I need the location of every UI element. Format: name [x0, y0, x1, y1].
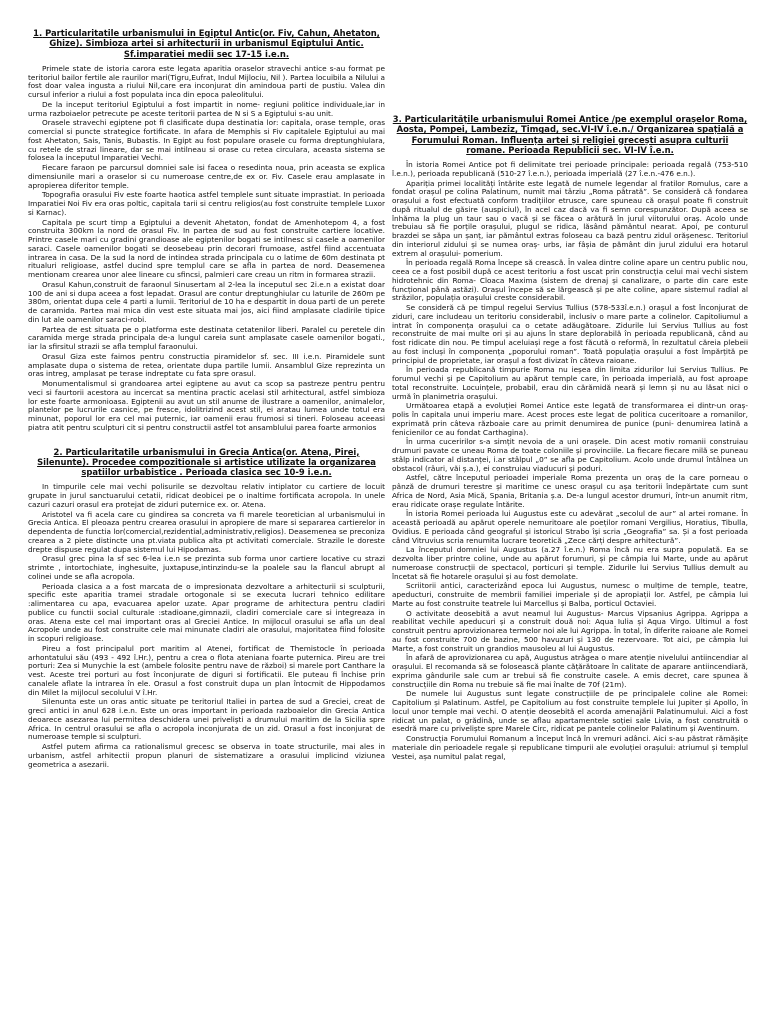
paragraph: Construcția Forumului Romanum a început încă în vremuri adânci. Aici s-au păstrat rămășițe materiale din perioadele regale și republicane timpurii ale evoluției orașului: atriumul și templul Vestei, așa numitul palat regal,	[392, 734, 748, 761]
paragraph: Orasul Kahun,construit de faraonul Sinusertam al 2-lea la inceputul sec 2i.e.n a existat doar 100 de ani si dupa aceea a fost lepadat. Orasul are contur dreptunghiular cu laturile de 260m pe 380m, orientat dupa cele 4 parti a lumii. Teritoriul de 10 ha e despartit in doua parti de un perete de caramida. Partea mai mica din vest este situata mai jos, aici fiind amplasate cladirile tipice din lut ale oamenilor saraci-robi.	[28, 279, 385, 324]
left-column	[28, 0, 385, 1024]
paragraph: Aristotel va fi acela care cu gindirea sa concreta va fi marele teoretician al urbanismului in Grecia Antica. El pleoaza pentru crearea orasului in apropiere de mare si separarea cartierelor in dependenta de functia lor(comercial,rezidential,administrativ,religios). Deasemenea se preconiza crearea a 2 piete distincte una pt.viata publica alta pt activitati comerciale. Strazile le doreste drepte dispuse regulat dupa sistemul lui Hipodamas.	[28, 509, 385, 554]
paragraph: Astfel putem afirma ca rationalismul grecesc se observa in toate structurile, mai ales in urbanism, astfel arhitectii propun planuri de sistematizare a orasului implicind viziunea geometrica a asezarii.	[28, 742, 385, 769]
paragraph: Primele state de istoria carora este legata aparitia oraselor stravechi antice s-au format pe teritoriul bailor fertile ale raurilor mari(Tigru,Eufrat, Indul Mijlociu, Nil ). Partea locuibila a Nilului a fost doar valea ingusta a riului Nil,care era inconjurat din amindoua parti de pustiu. Valea din cursul inferior a riului a fost populata inca din epoca paleolitului.	[28, 63, 385, 99]
paragraph: Următoarea etapă a evoluției Romei Antice este legată de transformarea ei dintr-un oraș-polis în capitala unui imperiu mare. Acest proces este legat de politica cuceritoare a romanilor, exprimată prin câteva războaie care au primit denumirea de punice (puni- denumirea latină a fenicienilor ce au fondat Carthagina).	[392, 401, 748, 437]
paragraph: În perioada regală Roma începe să crească. În valea dintre coline apare un centru public nou, ceea ce a fost posibil după ce acest teritoriu a fost uscat prin construcția celui mai vechi sistem hidrotehnic din Roma- Cloaca Maxima (sistem de drenaj și canalizare, o parte din care este funcțional până astăzi). Orașul începe să se lărgească și pe alte coline, apare sistemul radial al străzilor, populația orașului creste considerabil.	[392, 258, 748, 303]
paragraph: Monumentalismul si grandoarea artei egiptene au avut ca scop sa pastreze pentru pentru veci si faurtorii acestora au incercat sa mentina practic acelasi stil arhitectural, astfel simbioza lor este foarte armonioasa. Egiptenii au avut un stil anume de ilustrare a oamenilor, animalelor, plantelor pe lucrurile casnice, pe fresce, idolitrizind acest stil, ei aratau lumea unde totul era minunat, poporul lor era cel mai puternic, iar oamenii erau frumosi si tineri. Foloseau aceeasi piatra atit pentru sculpturi cit si pentru constructii astfel tot ansamblului parea foarte armonios	[28, 379, 385, 432]
paragraph: O activitate deosebită a avut neamul lui Augustus- Marcus Vipsanius Agrippa. Agrippa a reabilitat vechile apeducuri și a construit două noi: Aqua Iulia și Aqua Virgo. Ultimul a fost construit pentru aprovizionarea termelor noi ale lui Agrippa. În total, în diferite raioane ale Romei au fost construite 700 de bazine, 500 havuzuri și 130 de rezervoare. Tot aici, pe câmpia lui Marte, a fost construit un grandios mausoleu al lui Augustus.	[392, 608, 748, 653]
paragraph: Orasul grec pina la sf sec 6-lea i.e.n se prezinta sub forma unor cartiere locative cu strazi strimte , intortochiate, inghesuite, juxtapuse,intinzindu-se la poalele sau la flancul abrupt al colinei unde se afla acropola.	[28, 554, 385, 581]
paragraph: Fiecare faraon pe parcursul domniei sale isi facea o resedinta noua, prin aceasta se explica dimensiunile mari a oraselor si cu numeroase centre,de ex or. Fiv. Casele erau amplasate in apropierea diferitor temple.	[28, 163, 385, 190]
section-3-heading: Particularitățile urbanismului Romei Antice /pe exemplul orașelor Roma, Aosta, Pompei, Lambeziz, Timgad, sec.VI-IV î.e.n./ Organizarea spațială a Forumului Roman. Influența artei și religiei grecești asupra culturii romane. Perioada Republicii sec. VI-IV î.e.n.	[396, 114, 748, 155]
paragraph: Topografia orasului Fiv este foarte haotica astfel templele sunt situate imprastiat. In perioada Imparatiei Noi Fiv era oras poltic, capitala tarii si centru religios(au fost construite templele Luxor si Karnac).	[28, 190, 385, 217]
section-3-title	[392, 114, 748, 155]
paragraph: De numele lui Augustus sunt legate construcțiile de pe principalele coline ale Romei: Capitolium și Palatinum. Astfel, pe Capitolium au fost construite templele lui Jupiter și Apollo, în locul unor temple mai vechi. O atenție deosebită el acorda amenajării Palatinumului. Aici a fost ridicat un palat, o grădină, unde se aflau apartamentele soției sale Livia, a fost construită o esedră mare cu priveliște spre Marele Circ, ridicat pe pantele colinelor Palatinum și Aventinum.	[392, 689, 748, 734]
paragraph: Perioada clasica a a fost marcata de o impresionata dezvoltare a arhitecturii si sculpturii, specific este aparitia tramei stradale ortogonale si se executa lucrari tehnico edilitare :alimentarea cu apa, evacuarea apelor uzate. Apar programe de arhitectura pentru cladiri publice cu functii social culturale :stadioane,gimnazii, cladiri comerciale care si integreaza in oras. Atena este cel mai important oras al Greciei Antice. In mijlocul orasului se afla un deal Acropole unde au fost construite cele mai minunate cladiri ale orasului, majoritatea fiind folosite in scopuri religioase.	[28, 581, 385, 643]
section-1-number: 1.	[33, 28, 43, 38]
paragraph: În istoria Romei perioada lui Augustus este cu adevărat „secolul de aur” al artei romane. În această perioadă au apărut operele nemuritoare ale poeților romani Vergilius, Horatius, Tibulla, Ovidius. E perioada când geograful și istoricul Strabo își scria „Geografia” sa. Și a fost perioada când Vitruvius scria renumita lucrare teoretică „Zece cărți despre arhitectură”.	[392, 509, 748, 545]
section-3-number: 3.	[392, 114, 402, 124]
paragraph: Capitala pe scurt timp a Egiptului a devenit Ahetaton, fondat de Amenhotepom 4, a fost construita 300km la nord de orasul Fiv. In partea de sud au fost construite cartiere locative. Printre casele mari cu gradini grandioase ale egiptenilor bogati se intilnesc si casele a oamenilor saraci. Casele oamenilor bogati se deosebeau prin decorari frumoase, astfel fiind accentuata intrarea in casa. De la sud la nord de intindea strada principala cu o latime de 60m destinata pt ritualuri religioase, astfel ducind spre templul care se afla in partea de nord. Deasemenea mentionam crearea unor alee lineare cu sfincsi, palmieri care creau un ritm in formarea strazii.	[28, 217, 385, 279]
paragraph: Orasul Giza este faimos pentru constructia piramidelor sf. sec. III i.e.n. Piramidele sunt amplasate dupa o sistema de retea, orientate dupa partile lumii. Ansamblul Gize reprezinta un oras intreg, amplasat pe terase indreptate cu fata spre orasul.	[28, 351, 385, 379]
paragraph: De la inceput teritoriul Egiptului a fost impartit in nome- regiuni politice individuale,iar in urma razboiaelor petrecute pe aceste teritorii partea de N si S a Egiptului s-au unit.	[28, 99, 385, 118]
paragraph: Partea de est situata pe o platforma este destinata cetatenilor liberi. Paralel cu peretele din caramida merge strada principala de-a lungul careia sunt amplasate casele oamenilor bogati., iar la sfirsitul strazii se afla templul faraonului.	[28, 324, 385, 351]
paragraph: Astfel, către începutul perioadei imperiale Roma prezenta un oraș de la care porneau o pânză de drumuri terestre și maritime ce unesc orașul cu așa teritorii îndepărtate cum sunt Africa de Nord, Asia Mică, Spania, Britania ș.a. De-a lungul acestor drumuri, într-un anumit ritm, erau ridicate orașe regulate întărite.	[392, 473, 748, 509]
section-1-heading: Particularitatile urbanismului in Egiptul Antic(or. Fiv, Cahun, Ahetaton, Ghize). Simbioza artei si arhitecturii in urbanismul Egiptului Antic. Sf.imparatiei medii sec 17-15 i.e.n.	[42, 28, 380, 59]
paragraph: Apariția primei localități întărite este legată de numele legendar al fratilor Romulus, care a fondat orașul pe colina Palatinum, numit mai târziu „Roma pătrată”. Se consideră că fondarea orașului a fost efectuată conform tradițiilor etrusce, care spuneau că orașul poate fi construit după ritualul de găsire (auspiciul), în acel caz dacă va fi semn corespunzător. După aceea se înhăma la plug un taur sau o vacă și se făcea o arătură în jurul viitorului oraș. Acolo unde trebuiau să fie porțile orașului, plugul se ridica, lăsând pământul nearat. Apoi, pe conturul brazdei se săpa un șanț, iar pământul extras foloseau ca bază pentru zidul orășenesc. Teritoriul din interiorul zidului și se numea oraș- urbs, iar fâșia de pământ din jurul zidului era hotarul extrem al orașului- pomerium.	[392, 178, 748, 258]
paragraph: Orasele stravechi egiptene pot fi clasificate dupa destinatia lor: capitala, orase temple, oras comercial si puncte strategice fortificate. In afara de Memphis si Fiv capitalele Egiptului au mai fost Ahetaton, Sais, Tanis, Bubastis. In Egipt au fost populare orasele cu forma dreptunghiulara, cu retele de strazi lineare, dar se mai intilneau si orase cu retea circulara, aceasta sistema se folosea la inceputul Imparatiei Vechi.	[28, 118, 385, 163]
paragraph: Silenunta este un oras antic situate pe teritoriul Italiei in partea de sud a Greciei, creat de greci antici in anul 628 i.e.n. Este un oras important in perioada razboaielor din Grecia Antica deoarece asezarea lui permitea deschidera unei priveliști a drumului maritim de la Sicilia spre Africa. In centrul orasului se afla o acropola inconjurata de un zid. Orasul a fost inconjurat de numeroase temple si sculpturi.	[28, 697, 385, 742]
section-1-body	[28, 65, 385, 433]
right-column	[392, 0, 748, 1024]
paragraph: La începutul domniei lui Augustus (a.27 î.e.n.) Roma încă nu era supra populată. Ea se dezvolta liber printre coline, unde au apărut forumuri, și pe câmpia lui Marte, unde au apărut numeroase construcții de spectacol, porticuri și temple. Zidurile lui Servius Tullius demult au încetat să fie hotarele orașului și au fost demolate.	[392, 545, 748, 581]
section-2-heading: Particularitatile urbanismului in Grecia Antica(or. Atena, Pirei, Silenunte). Procedee compozitionale si artistice utilizate la organizarea spatiilor urbabistice . Perioada clasica sec 10-9 i.e.n.	[37, 446, 376, 477]
paragraph: In timpurile cele mai vechi polisurile se dezvoltau relativ intiplator cu cartiere de locuit grupate in jurul sanctuarului cetatii, ridicat deobicei pe o inaltime fortificata acropola. In unele cazuri cazuri orasul era protejat de ziduri puternice ex. or. Atena.	[28, 482, 385, 509]
paragraph: În perioada republicană timpurie Roma nu ieșea din limita zidurilor lui Servius Tullius. Pe forumul vechi și pe Capitolium au apărut temple care, în perioada imperială, au fost aproape total reconstruite. Locuințele, probabil, erau din cărămidă neară și lemn și nu au lăsat nici o urmă în planimetria orașului.	[392, 365, 748, 401]
section-1-title	[28, 28, 385, 59]
paragraph: În urma cuceririlor s-a simțit nevoia de a uni orașele. Din acest motiv romanii construiau drumuri pavate ce uneau Roma de toate coloniile și provinciile. La fiecare fiecare milă se puneau stâlp indicator al distanței, i.ar stâlpul „0” se afla pe Capitolium. Acolo unde drumul întâlnea un obstacol (râuri, văi ș.a.), ei construiau viaducuri și poduri.	[392, 437, 748, 473]
section-3-body	[392, 161, 748, 761]
paragraph: În istoria Romei Antice pot fi delimitate trei perioade principale: perioada regală (753-510 î.e.n.), perioada republicană (510-27 î.e.n.), perioada imperială (27 î.e.n.-476 e.n.).	[392, 160, 748, 178]
paragraph: În afară de aprovizionarea cu apă, Augustus atrăgea o mare atenție nivelului antiincendiar al orașului. El recomanda să se folosească plante cățărătoare în calitate de aparare antiincendiară, exprima gândurile sale cum ar trebui să fie construite casele. A emis decret, care spunea ă construcțiile din Roma nu trebuie să fie mai înalte de 70f (21m).	[392, 653, 748, 689]
paragraph: Se consideră că pe timpul regelui Servius Tullius (578-533î.e.n.) orașul a fost înconjurat de ziduri, care includeau un teritoriu considerabil, inclusiv o mare parte a colinelor. Capitoliumul a intrat în componența orașului ca o cetate adăugătoare. Zidurile lui Servius Tullius au fost reconstruite de mai multe ori și au ajuns în stare deplorabilă în perioada republicană, când au fost ridicate din nou. Pe timpul aceluiași rege a fost făcută o reformă, în rezultatul căreia plebeii au fost incluși în componența „poporului roman”. Toată populația orașului a fost împărțită pe principiul de proprietate, iar orașul a fost divizat în câteva raioane.	[392, 303, 748, 365]
paragraph: Scriitorii antici, caracterizând epoca lui Augustus, numesc o mulțime de temple, teatre, apeducturi, construite de membrii familiei imperiale și de apropiații lor. Astfel, pe câmpia lui Marte au fost construite teatrele lui Marcellus și Balba, porticul Octaviei.	[392, 581, 748, 608]
section-2-title	[28, 447, 385, 478]
section-2-number: 2.	[53, 446, 63, 457]
section-2-body	[28, 483, 385, 769]
paragraph: Pireu a fost principalul port maritim al Atenei, fortificat de Themistocle în perioada arhontatului său (493 - 492 î.Hr.), pentru a crea o flota ateniana foarte puternica. Pireu are trei porturi: Zea si Munychie la est (ambele folosite pentru nave de război) si marele port Cantharе la vest. Aceste trei porturi au fost înconjurate de diguri si fortificatii. Ele puteau fi închise prin canalele aflate la intrarea în ele. Orasul a fost construit dupa un plan întocmit de Hippodamos din Milet la mijlocul secolului V î.Hr.	[28, 643, 385, 697]
